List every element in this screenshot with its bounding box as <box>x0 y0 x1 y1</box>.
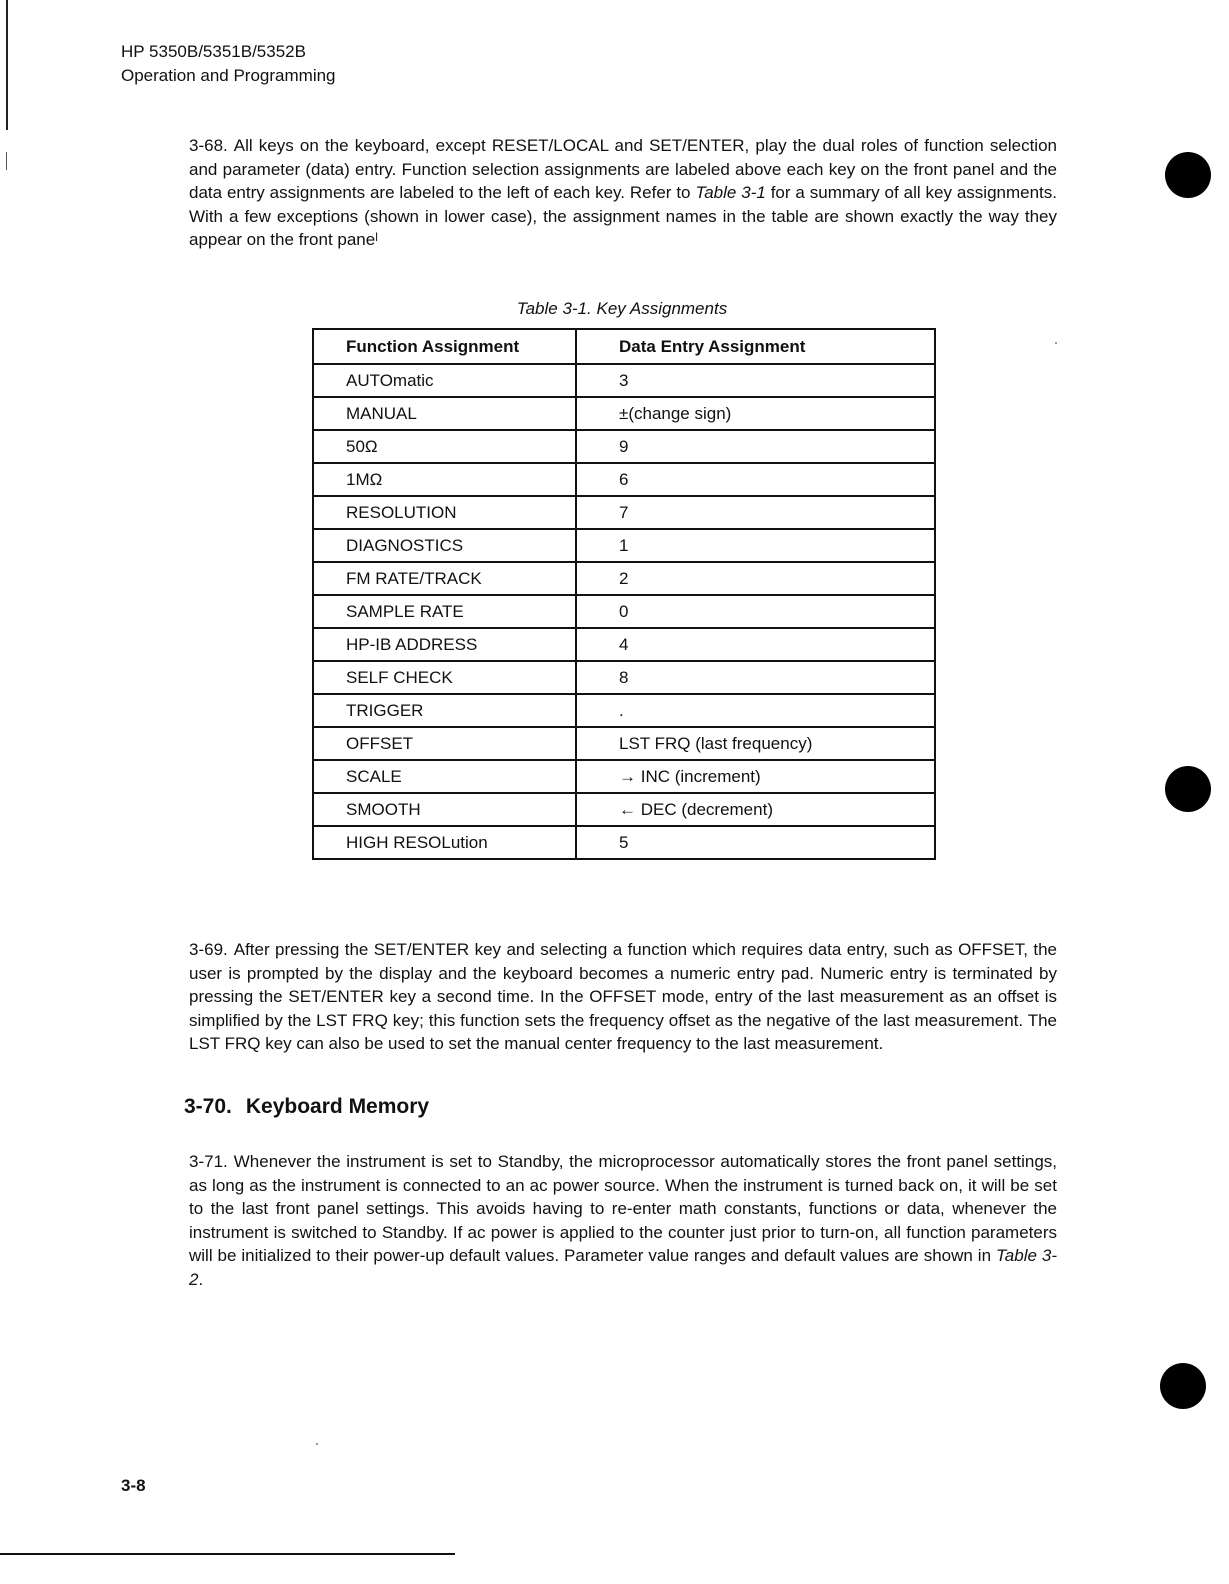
scan-speck <box>316 1443 318 1445</box>
scan-edge-rule <box>6 0 8 130</box>
data-entry-cell: 4 <box>576 628 935 661</box>
paragraph-text: After pressing the SET/ENTER key and selecting a function which requires data entry, such as OFFSET, the user is prompted by the display and the keyboard becomes a numeric entry pad. Numeric entry is terminated by pressing the SET/ENTER key a second time. In the OFFSET mode, entry of the last measurement as an offset is simplified by the LST FRQ key; this function sets the frequency offset as the negative of the last measurement. The LST FRQ key can also be used to set the manual center frequency to the last measurement. <box>189 940 1057 1053</box>
paragraph-text: All keys on the keyboard, except RESET/LOCAL and SET/ENTER, play the dual roles of function selection and parameter (data) entry. Function selection assignments are labeled above each key on the front panel and the data entry assignments are labeled to the left of each key. Refer to <box>189 136 1057 202</box>
section-number: 3-70. <box>184 1095 232 1118</box>
table-row <box>313 463 935 496</box>
table-row <box>313 628 935 661</box>
function-cell: HIGH RESOLution <box>313 826 576 859</box>
paragraph-number: 3-71. <box>189 1152 228 1171</box>
table-row <box>313 430 935 463</box>
table-caption: Table 3-1. Key Assignments <box>516 299 728 318</box>
paragraph-3-71 <box>189 1150 1057 1291</box>
table-row <box>313 793 935 826</box>
function-cell: FM RATE/TRACK <box>313 562 576 595</box>
data-entry-cell: ← DEC (decrement) <box>576 793 935 826</box>
table-reference-link[interactable]: Table 3-2 <box>189 1246 1057 1289</box>
function-cell: SMOOTH <box>313 793 576 826</box>
table-reference-link[interactable]: Table 3-1 <box>695 183 766 202</box>
paragraph-3-69 <box>189 938 1057 1056</box>
table-header-row <box>313 329 935 364</box>
header-model: HP 5350B/5351B/5352B <box>121 42 306 61</box>
data-entry-cell: 7 <box>576 496 935 529</box>
paragraph-text: . <box>198 1269 204 1289</box>
function-cell: MANUAL <box>313 397 576 430</box>
function-cell: HP-IB ADDRESS <box>313 628 576 661</box>
section-heading-keyboard-memory <box>184 1095 429 1119</box>
table-row <box>313 562 935 595</box>
column-header-data-entry: Data Entry Assignment <box>576 329 935 364</box>
column-header-function: Function Assignment <box>313 329 576 364</box>
data-entry-cell: 1 <box>576 529 935 562</box>
function-cell: OFFSET <box>313 727 576 760</box>
data-entry-cell: 5 <box>576 826 935 859</box>
scan-edge-tick <box>6 152 7 170</box>
table-row <box>313 397 935 430</box>
footer-rule <box>0 1553 455 1555</box>
binder-hole-top <box>1165 152 1211 198</box>
function-cell: 1MΩ <box>313 463 576 496</box>
key-assignments-table <box>312 328 936 860</box>
data-entry-cell: 2 <box>576 562 935 595</box>
table-row <box>313 661 935 694</box>
function-cell: SAMPLE RATE <box>313 595 576 628</box>
paragraph-text: for a summary of all key assignments. With a few exceptions (shown in lower case), the assignment names in the table are shown exactly the way they appear on the front paneˡ <box>189 183 1057 249</box>
function-cell: SCALE <box>313 760 576 793</box>
function-cell: TRIGGER <box>313 694 576 727</box>
paragraph-number: 3-69. <box>189 940 228 959</box>
function-cell: AUTOmatic <box>313 364 576 397</box>
table-row <box>313 727 935 760</box>
data-entry-cell: → INC (increment) <box>576 760 935 793</box>
page-number: 3-8 <box>121 1476 146 1495</box>
function-cell: SELF CHECK <box>313 661 576 694</box>
table-row <box>313 529 935 562</box>
data-entry-cell: 9 <box>576 430 935 463</box>
page-header <box>121 40 336 88</box>
data-entry-cell: 0 <box>576 595 935 628</box>
table-row <box>313 496 935 529</box>
function-cell: 50Ω <box>313 430 576 463</box>
table-row <box>313 760 935 793</box>
paragraph-number: 3-68. <box>189 136 228 155</box>
data-entry-cell: ±(change sign) <box>576 397 935 430</box>
binder-hole-bottom <box>1160 1363 1206 1409</box>
data-entry-cell: LST FRQ (last frequency) <box>576 727 935 760</box>
paragraph-3-68 <box>189 134 1057 252</box>
section-title: Keyboard Memory <box>245 1095 430 1118</box>
header-section: Operation and Programming <box>121 66 336 85</box>
data-entry-cell: . <box>576 694 935 727</box>
binder-hole-middle <box>1165 766 1211 812</box>
data-entry-cell: 3 <box>576 364 935 397</box>
data-entry-cell: 6 <box>576 463 935 496</box>
function-cell: RESOLUTION <box>313 496 576 529</box>
table-row <box>313 826 935 859</box>
table-row <box>313 364 935 397</box>
data-entry-cell: 8 <box>576 661 935 694</box>
paragraph-text: Whenever the instrument is set to Standby, the microprocessor automatically stores the front panel settings, as long as the instrument is connected to an ac power source. When the instrument is turned back on, it will be set to the last front panel settings. This avoids having to re-enter math constants, functions or data, whenever the instrument is switched to Standby. If ac power is applied to the counter just prior to turn-on, all function parameters will be initialized to their power-up default values. Parameter value ranges and default values are shown in <box>189 1152 1057 1265</box>
scan-speck <box>1055 342 1057 344</box>
function-cell: DIAGNOSTICS <box>313 529 576 562</box>
table-row <box>313 595 935 628</box>
table-row <box>313 694 935 727</box>
